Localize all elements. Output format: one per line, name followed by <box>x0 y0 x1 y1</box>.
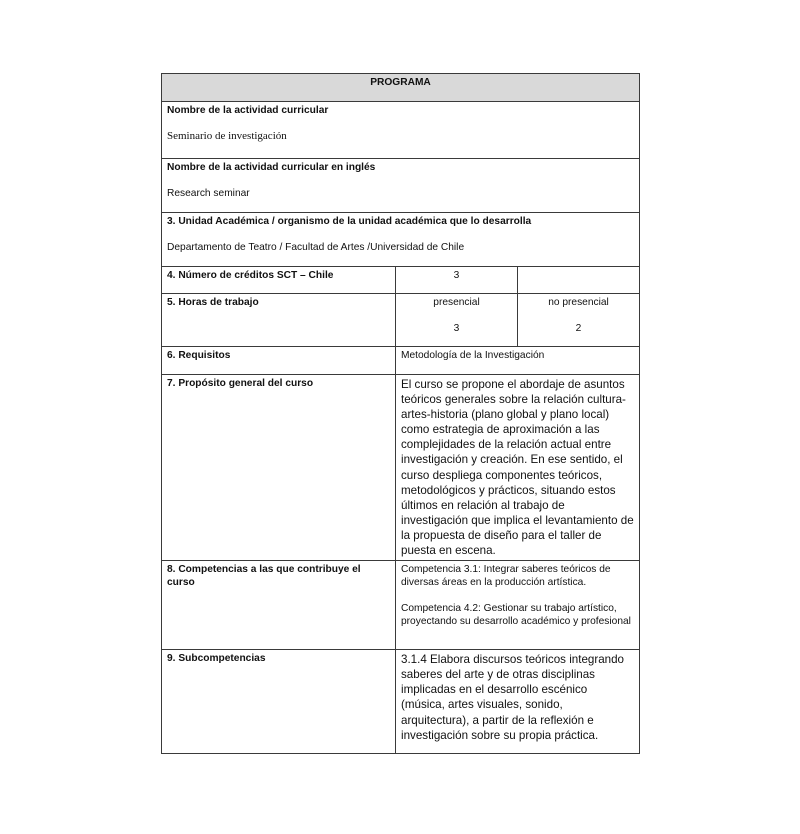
horas-no-presencial-cell <box>518 294 640 347</box>
competencias-label: 8. Competencias a las que contribuye el curso <box>162 561 396 650</box>
row-subcompetencias <box>162 650 640 754</box>
unidad-label: 3. Unidad Académica / organismo de la unidad académica que lo desarrolla <box>167 216 532 227</box>
row-proposito <box>162 375 640 561</box>
nombre-ingles-cell <box>162 159 640 213</box>
competencia-3-1: Competencia 3.1: Integrar saberes teóricos de diversas áreas en la producción artística. <box>401 564 611 589</box>
creditos-empty <box>518 267 640 294</box>
proposito-label: 7. Propósito general del curso <box>162 375 396 561</box>
row-nombre <box>162 102 640 159</box>
program-table <box>161 73 640 754</box>
nombre-ingles-value: Research seminar <box>167 188 250 199</box>
row-competencias <box>162 561 640 650</box>
subcompetencias-value: 3.1.4 Elabora discursos teóricos integrando saberes del arte y de otras disciplinas implicadas en el desarrollo escénico (música, artes visuales, sonido, arquitectura), a partir de la reflexión e investigación sobre su propia práctica. <box>396 650 640 754</box>
unidad-value: Departamento de Teatro / Facultad de Artes /Universidad de Chile <box>167 242 465 253</box>
no-presencial-value: 2 <box>575 323 582 334</box>
requisitos-label: 6. Requisitos <box>162 347 396 375</box>
nombre-label: Nombre de la actividad curricular <box>167 105 329 116</box>
creditos-value: 3 <box>396 267 518 294</box>
horas-presencial-cell <box>396 294 518 347</box>
no-presencial-label: no presencial <box>548 297 609 308</box>
row-horas <box>162 294 640 347</box>
row-nombre-ingles <box>162 159 640 213</box>
requisitos-value: Metodología de la Investigación <box>396 347 640 375</box>
horas-label: 5. Horas de trabajo <box>162 294 396 347</box>
competencias-cell <box>396 561 640 650</box>
program-title: PROGRAMA <box>162 74 640 102</box>
row-creditos <box>162 267 640 294</box>
competencia-4-2: Competencia 4.2: Gestionar su trabajo artístico, proyectando su desarrollo académico y profesional <box>401 603 631 628</box>
nombre-ingles-label: Nombre de la actividad curricular en inglés <box>167 162 376 173</box>
row-unidad <box>162 213 640 267</box>
presencial-label: presencial <box>433 297 480 308</box>
header-row <box>162 74 640 102</box>
nombre-value: Seminario de investigación <box>167 130 287 142</box>
proposito-value: El curso se propone el abordaje de asuntos teóricos generales sobre la relación cultura-artes-historia (plano global y plano local) como estrategia de aproximación a las complejidades de la relación actual entre investigación y creación. En ese sentido, el curso despliega componentes teóricos, metodológicos y prácticos, situando estos últimos en relación al trabajo de investigación que implica el levantamiento de la propuesta de diseño para el taller de puesta en escena. <box>396 375 640 561</box>
nombre-cell <box>162 102 640 159</box>
subcompetencias-label: 9. Subcompetencias <box>162 650 396 754</box>
unidad-cell <box>162 213 640 267</box>
creditos-label: 4. Número de créditos SCT – Chile <box>162 267 396 294</box>
presencial-value: 3 <box>453 323 460 334</box>
row-requisitos <box>162 347 640 375</box>
